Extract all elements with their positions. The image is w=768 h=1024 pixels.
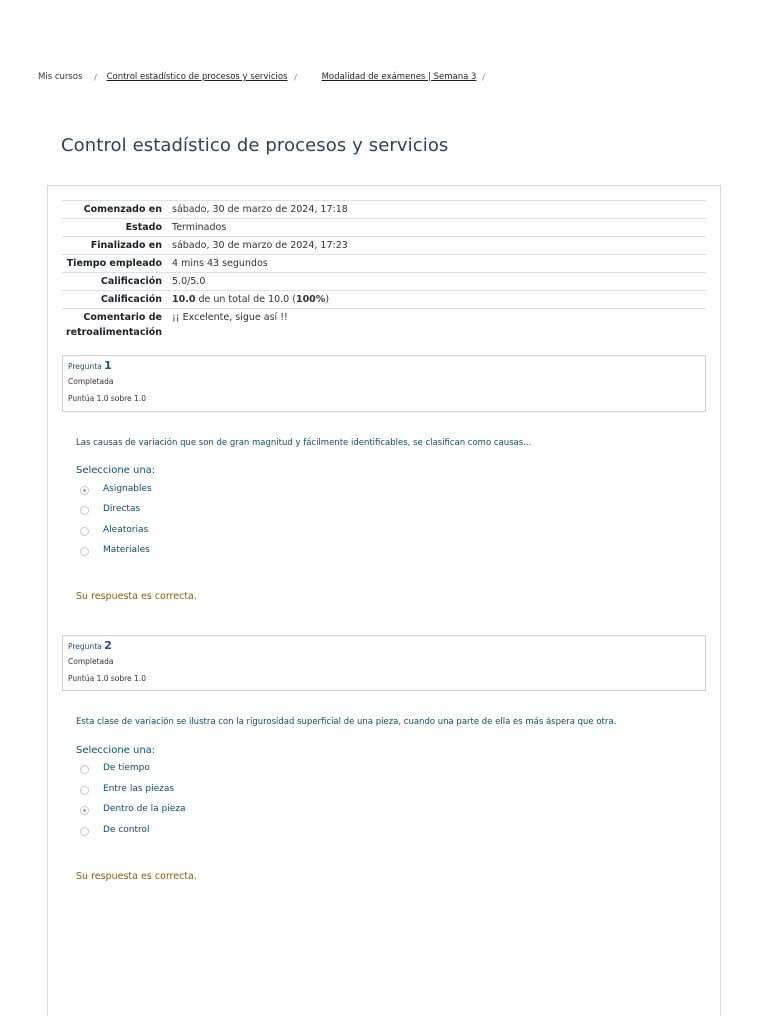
answer-option-label[interactable]: Directas: [103, 504, 141, 514]
summary-label: Comenzado en: [83, 204, 162, 215]
summary-label: Calificación: [100, 276, 162, 287]
question-info-box: [62, 355, 706, 412]
question-number-value: 2: [104, 639, 112, 652]
grade-total-text: de un total de 10.0 (: [195, 294, 296, 305]
radio-button[interactable]: [80, 506, 89, 515]
summary-value: 4 mins 43 segundos: [172, 258, 268, 269]
quiz-review-card: [47, 185, 721, 1016]
question-state: Completada: [68, 657, 114, 666]
answer-feedback: Su respuesta es correcta.: [76, 591, 197, 602]
summary-value: Terminados: [172, 222, 227, 233]
question-number-value: 1: [104, 359, 112, 372]
answer-option-label[interactable]: De control: [103, 825, 150, 835]
grade-value: 10.0: [172, 294, 196, 305]
summary-value: sábado, 30 de marzo de 2024, 17:18: [172, 204, 348, 215]
question-text: Esta clase de variación se ilustra con la rigurosidad superficial de una pieza, cuando una parte de ella es más áspera que otra.: [76, 717, 617, 727]
radio-button[interactable]: [80, 765, 89, 774]
answer-prompt: Seleccione una:: [76, 745, 156, 756]
radio-button[interactable]: [80, 527, 89, 536]
attempt-summary-table: [62, 200, 706, 341]
answer-option-label[interactable]: Asignables: [103, 484, 152, 494]
summary-row-feedback: [62, 309, 706, 342]
grade-percent: 100%: [295, 294, 326, 305]
answer-option-label[interactable]: Dentro de la pieza: [103, 804, 186, 814]
radio-button[interactable]: [80, 547, 89, 556]
page-title: Control estadístico de procesos y servicios: [61, 135, 449, 156]
question-info-box: [62, 635, 706, 691]
breadcrumb-separator: /: [482, 72, 485, 82]
summary-label: Finalizado en: [90, 240, 162, 251]
radio-button[interactable]: [80, 486, 89, 495]
summary-row-finished: [62, 237, 706, 255]
summary-row-marks: [62, 273, 706, 291]
question-grade: Puntúa 1.0 sobre 1.0: [68, 394, 146, 403]
summary-value: ¡¡ Excelente, sigue así !!: [172, 312, 288, 323]
summary-value: 5.0/5.0: [172, 276, 206, 287]
question-label: Pregunta: [68, 642, 102, 651]
breadcrumb-item-mis-cursos[interactable]: Mis cursos: [38, 72, 83, 82]
breadcrumb-separator: /: [94, 72, 97, 82]
radio-button[interactable]: [80, 827, 89, 836]
answer-option-label[interactable]: Materiales: [103, 545, 150, 555]
summary-label: Calificación: [100, 294, 162, 305]
radio-button[interactable]: [80, 786, 89, 795]
summary-label: Tiempo empleado: [66, 258, 162, 269]
summary-label: Comentario de retroalimentación: [65, 312, 162, 338]
summary-value: [168, 291, 706, 309]
question-state: Completada: [68, 377, 114, 386]
breadcrumb-link-course[interactable]: Control estadístico de procesos y servicios: [106, 72, 288, 82]
breadcrumb: [38, 72, 485, 83]
summary-row-started: [62, 201, 706, 219]
answer-option-label[interactable]: Entre las piezas: [103, 784, 175, 794]
question-text: Las causas de variación que son de gran magnitud y fácilmente identificables, se clasifican como causas...: [76, 438, 532, 448]
summary-label: Estado: [125, 222, 162, 233]
question-number: [63, 356, 705, 373]
summary-row-grade: [62, 291, 706, 309]
question-label: Pregunta: [68, 362, 102, 371]
breadcrumb-link-exams[interactable]: Modalidad de exámenes | Semana 3: [321, 72, 477, 82]
answer-prompt: Seleccione una:: [76, 465, 156, 476]
breadcrumb-separator: /: [294, 72, 297, 82]
summary-value: sábado, 30 de marzo de 2024, 17:23: [172, 240, 348, 251]
answer-option-label[interactable]: De tiempo: [103, 763, 150, 773]
radio-button[interactable]: [80, 806, 89, 815]
summary-row-time: [62, 255, 706, 273]
answer-option-label[interactable]: Aleatorias: [103, 525, 149, 535]
grade-close-paren: ): [325, 294, 330, 305]
answer-feedback: Su respuesta es correcta.: [76, 871, 197, 882]
question-number: [63, 636, 705, 653]
summary-row-state: [62, 219, 706, 237]
question-grade: Puntúa 1.0 sobre 1.0: [68, 674, 146, 683]
